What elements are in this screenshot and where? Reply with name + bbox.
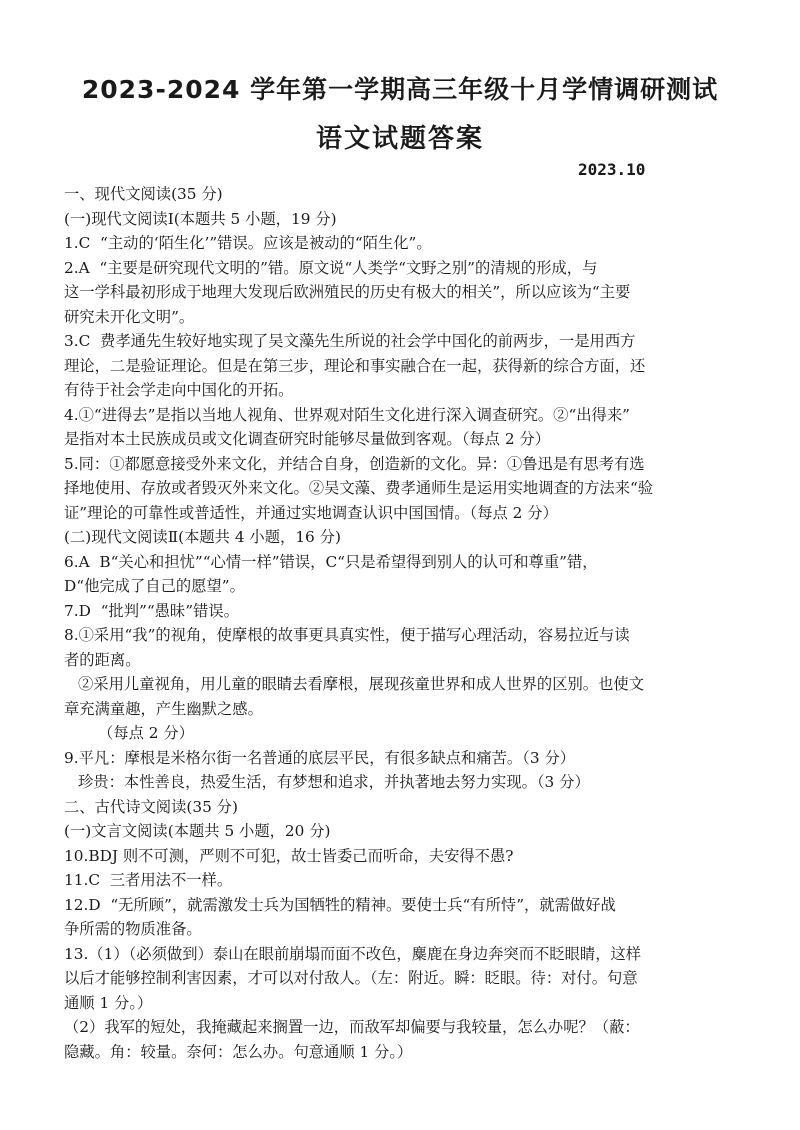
answer-line: 9.平凡：摩根是米格尔街一名普通的底层平民，有很多缺点和痛苦。（3 分） [64, 748, 576, 767]
section-heading: 二、古代诗文阅读(35 分) [64, 797, 238, 816]
section-heading: 一、现代文阅读(35 分) [64, 185, 223, 203]
answer-line: 1.C “主动的‘陌生化’”错误。应该是被动的“陌生化”。 [64, 234, 432, 252]
answer-line: 6.A B“关心和担忧”“心情一样”错误，C“只是希望得到别人的认可和尊重”错， [64, 552, 598, 571]
score-note: （每点 2 分） [98, 724, 194, 742]
answer-line: 13.（1）（必须做到）泰山在眼前崩塌而面不改色，麋鹿在身边奔突而不眨眼睛，这样 [64, 944, 642, 963]
answer-line: 隐藏。角：较量。奈何：怎么办。句意通顺 1 分。） [64, 1042, 413, 1061]
answer-line: 以后才能够控制利害因素，才可以对付敌人。（左：附近。瞬：眨眼。待：对付。句意 [64, 969, 638, 987]
answer-line: 理论，二是验证理论。但是在第三步，理论和事实融合在一起，获得新的综合方面，还 [64, 356, 646, 375]
answer-line: D“他完成了自己的愿望”。 [64, 577, 245, 595]
subsection-heading: (一)现代文阅读Ⅰ(本题共 5 小题，19 分) [64, 209, 337, 228]
answer-line: 通顺 1 分。） [64, 993, 153, 1012]
answer-line: 有待于社会学走向中国化的开拓。 [64, 381, 294, 399]
answer-line: 2.A “主要是研究现代文明的”错。原文说“人类学“文野之别”的清规的形成，与 [64, 258, 598, 277]
answer-line: 证”理论的可靠性或普适性，并通过实地调查认识中国国情。（每点 2 分） [64, 503, 558, 522]
answer-line: 7.D “批判”“愚昧”错误。 [64, 601, 239, 620]
answer-line: 争所需的物质准备。 [64, 920, 202, 938]
answer-body [64, 182, 754, 1064]
answer-line: 12.D “无所顾”，就需激发士兵为国牺牲的精神。要使士兵“有所恃”，就需做好战 [64, 895, 616, 914]
answer-line: 11.C 三者用法不一样。 [64, 871, 233, 889]
answer-line: （2）我军的短处，我掩藏起来搁置一边，而敌军却偏要与我较量，怎么办呢？（蔽： [64, 1018, 640, 1036]
answer-line: 者的距离。 [64, 650, 141, 669]
answer-line: 3.C 费孝通先生较好地实现了吴文藻先生所说的社会学中国化的前两步，一是用西方 [64, 332, 636, 350]
answer-line: 是指对本土民族成员或文化调查研究时能够尽量做到客观。（每点 2 分） [64, 430, 551, 448]
answer-line: 10.BDJ 则不可测，严则不可犯，故士皆委己而听命，夫安得不愚? [64, 846, 514, 865]
page-title: 2023-2024 学年第一学期高三年级十月学情调研测试 [81, 75, 719, 104]
answer-line: 研究未开化文明”。 [64, 307, 195, 326]
answer-line: 择地使用、存放或者毁灭外来文化。②吴文藻、费孝通师生是运用实地调查的方法来“验 [64, 479, 654, 497]
answer-line: 8.①采用“我”的视角，使摩根的故事更具真实性，便于描写心理活动，容易拉近与读 [64, 626, 630, 644]
answer-line: 4.①“进得去”是指以当地人视角、世界观对陌生文化进行深入调查研究。②“出得来” [64, 405, 630, 424]
page-subtitle: 语文试题答案 [315, 124, 484, 154]
answer-line: 珍贵：本性善良，热爱生活，有梦想和追求，并执著地去努力实现。（3 分） [78, 773, 590, 791]
document-date: 2023.10 [578, 160, 646, 179]
answer-line: 5.同：①都愿意接受外来文化，并结合自身，创造新的文化。异：①鲁迅是有思考有选 [64, 454, 645, 473]
subsection-heading: (二)现代文阅读Ⅱ(本题共 4 小题，16 分) [64, 528, 341, 546]
answer-line: 这一学科最初形成于地理大发现后欧洲殖民的历史有极大的相关”，所以应该为“主要 [64, 283, 631, 301]
subsection-heading: (一)文言文阅读(本题共 5 小题，20 分) [64, 822, 331, 840]
answer-line: ②采用儿童视角，用儿童的眼睛去看摩根，展现孩童世界和成人世界的区别。也使文 [78, 675, 644, 693]
answer-line: 章充满童趣，产生幽默之感。 [64, 699, 263, 718]
